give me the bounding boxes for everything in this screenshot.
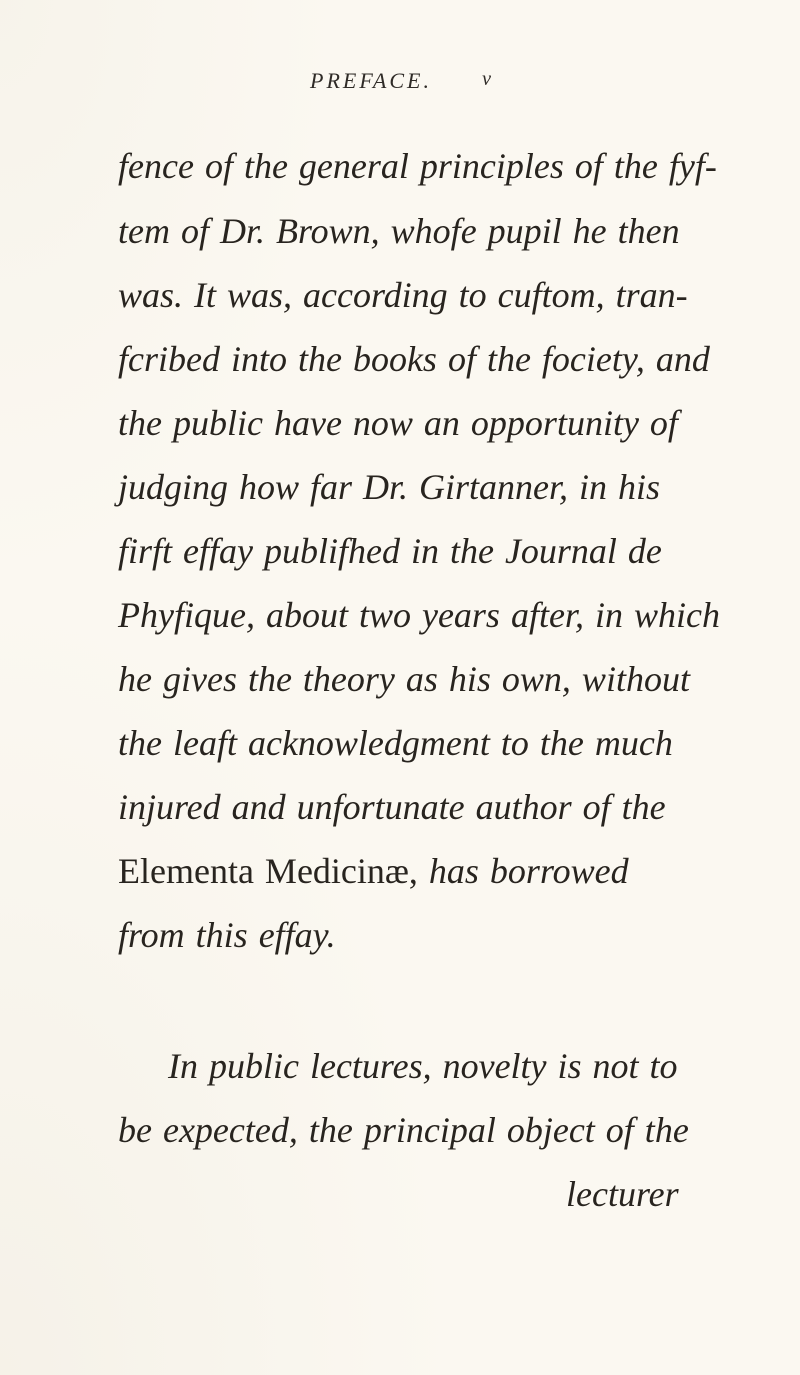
text-line-indented: In public lectures, novelty is not to: [168, 1046, 678, 1086]
text-line: [118, 851, 629, 891]
text-line: he gives the theory as his own, without: [118, 659, 690, 699]
running-head: [310, 68, 494, 108]
text-line: be expected, the principal object of the: [118, 1110, 689, 1150]
catchword: lecturer: [566, 1174, 679, 1214]
work-title: Elementa Medicinæ,: [118, 851, 418, 891]
running-head-title: PREFACE.: [310, 68, 432, 93]
text-line: was. It was, according to cuftom, tran-: [118, 275, 688, 315]
page-number: v: [482, 68, 494, 90]
text-line: tem of Dr. Brown, whofe pupil he then: [118, 211, 680, 251]
text-line: judging how far Dr. Girtanner, in his: [118, 467, 661, 507]
text-line: the leaft acknowledgment to the much: [118, 723, 673, 763]
text-line: firft effay publifhed in the Journal de: [118, 531, 662, 571]
text-line: from this effay.: [118, 915, 336, 955]
text-line: injured and unfortunate author of the: [118, 787, 666, 827]
text-line: fcribed into the books of the fociety, and: [118, 339, 710, 379]
text-fragment: has borrowed: [417, 851, 629, 891]
text-line: fence of the general principles of the fyf-: [118, 146, 717, 186]
text-line: Phyfique, about two years after, in which: [118, 595, 720, 635]
text-line: the public have now an opportunity of: [118, 403, 678, 443]
